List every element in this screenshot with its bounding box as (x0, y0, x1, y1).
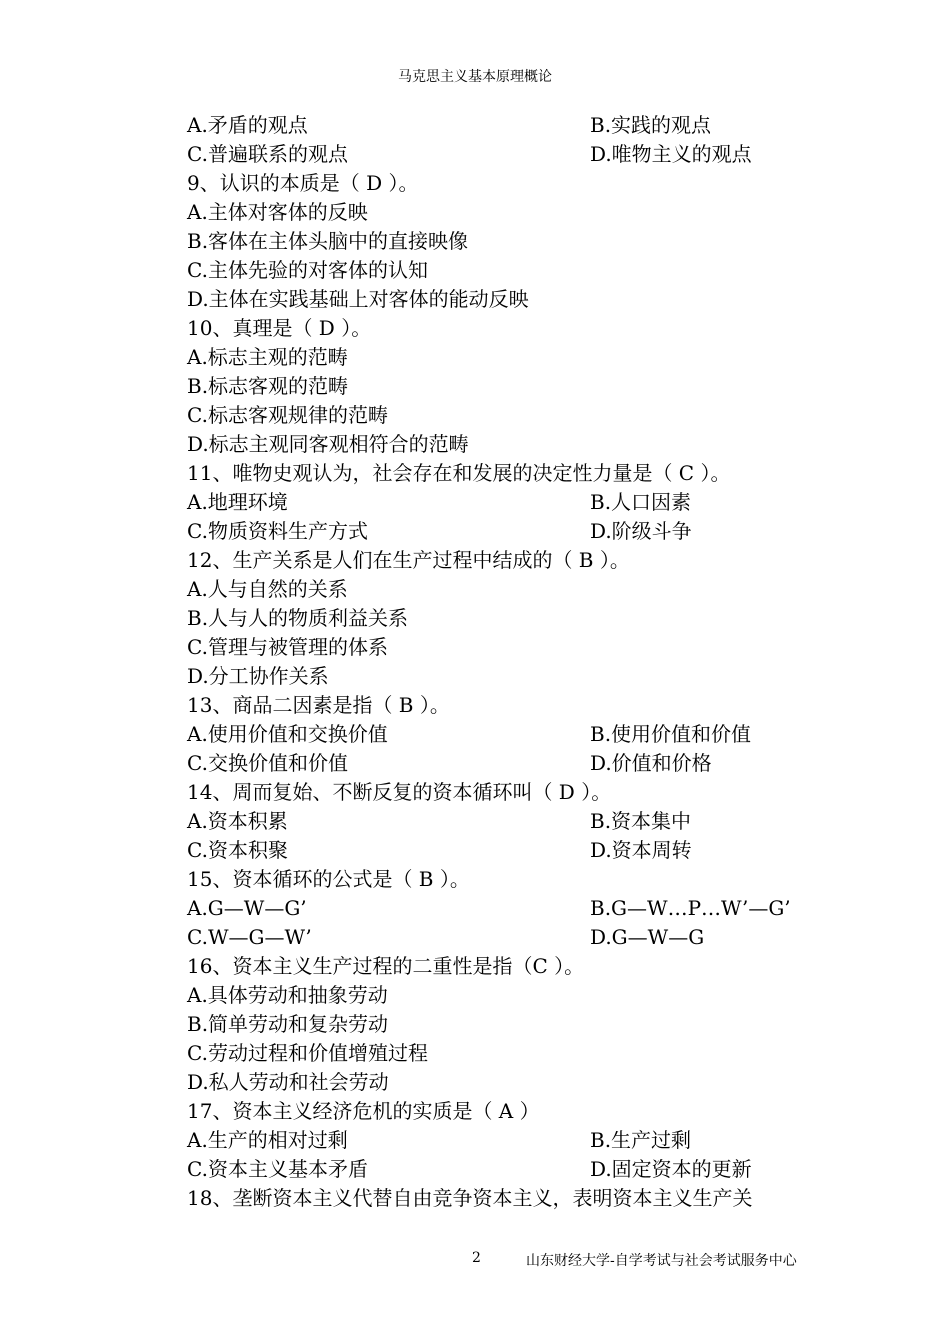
option-left: A.资本积累 (187, 809, 288, 833)
text-line (187, 1155, 827, 1184)
option-right: B.使用价值和价值 (590, 722, 752, 746)
text-line (187, 778, 827, 807)
text-line (187, 227, 827, 256)
text-line (187, 343, 827, 372)
text-line (187, 314, 827, 343)
line-text: B.客体在主体头脑中的直接映像 (187, 229, 469, 253)
option-right: D.固定资本的更新 (590, 1157, 752, 1181)
option-right: B.生产过剩 (590, 1128, 692, 1152)
text-line (187, 198, 827, 227)
text-line (187, 633, 827, 662)
option-right: D.价值和价格 (590, 751, 712, 775)
text-line (187, 372, 827, 401)
text-line (187, 894, 827, 923)
option-right: D.G—W—G (590, 925, 705, 949)
option-left: C.资本主义基本矛盾 (187, 1157, 368, 1181)
document-body (187, 111, 827, 1213)
line-text: D.标志主观同客观相符合的范畴 (187, 432, 469, 456)
page-header: 马克思主义基本原理概论 (398, 69, 552, 85)
text-line (187, 140, 827, 169)
text-line (187, 720, 827, 749)
text-line (187, 923, 827, 952)
text-line (187, 430, 827, 459)
line-text: 16、资本主义生产过程的二重性是指（C ）。 (187, 954, 585, 978)
line-text: D.主体在实践基础上对客体的能动反映 (187, 287, 529, 311)
text-line (187, 749, 827, 778)
text-line (187, 285, 827, 314)
text-line (187, 1010, 827, 1039)
text-line (187, 691, 827, 720)
line-text: 14、周而复始、不断反复的资本循环叫（ D ）。 (187, 780, 612, 804)
text-line (187, 865, 827, 894)
option-left: A.G—W—G’ (187, 896, 307, 920)
line-text: A.标志主观的范畴 (187, 345, 348, 369)
option-left: A.生产的相对过剩 (187, 1128, 348, 1152)
option-right: B.实践的观点 (590, 113, 712, 137)
line-text: D.私人劳动和社会劳动 (187, 1070, 389, 1094)
option-left: A.地理环境 (187, 490, 288, 514)
page-number: 2 (472, 1250, 481, 1266)
text-line (187, 111, 827, 140)
text-line (187, 952, 827, 981)
line-text: C.标志客观规律的范畴 (187, 403, 388, 427)
option-right: D.资本周转 (590, 838, 692, 862)
option-right: B.资本集中 (590, 809, 692, 833)
line-text: 15、资本循环的公式是（ B ）。 (187, 867, 470, 891)
text-line (187, 401, 827, 430)
text-line (187, 1184, 827, 1213)
option-left: A.矛盾的观点 (187, 113, 308, 137)
line-text: 11、唯物史观认为，社会存在和发展的决定性力量是（ C ）。 (187, 461, 731, 485)
text-line (187, 1039, 827, 1068)
text-line (187, 575, 827, 604)
text-line (187, 459, 827, 488)
option-right: D.唯物主义的观点 (590, 142, 752, 166)
option-right: D.阶级斗争 (590, 519, 692, 543)
option-left: C.普遍联系的观点 (187, 142, 348, 166)
line-text: C.劳动过程和价值增殖过程 (187, 1041, 428, 1065)
option-left: C.物质资料生产方式 (187, 519, 368, 543)
line-text: B.简单劳动和复杂劳动 (187, 1012, 389, 1036)
line-text: A.具体劳动和抽象劳动 (187, 983, 388, 1007)
text-line (187, 1126, 827, 1155)
option-right: B.G—W…P…W’—G’ (590, 896, 791, 920)
text-line (187, 546, 827, 575)
line-text: A.主体对客体的反映 (187, 200, 368, 224)
option-left: A.使用价值和交换价值 (187, 722, 388, 746)
text-line (187, 807, 827, 836)
text-line (187, 604, 827, 633)
text-line (187, 517, 827, 546)
text-line (187, 488, 827, 517)
text-line (187, 836, 827, 865)
option-left: C.资本积聚 (187, 838, 288, 862)
line-text: C.管理与被管理的体系 (187, 635, 388, 659)
text-line (187, 169, 827, 198)
line-text: B.人与人的物质利益关系 (187, 606, 409, 630)
option-left: C.W—G—W’ (187, 925, 312, 949)
text-line (187, 1097, 827, 1126)
text-line (187, 662, 827, 691)
line-text: A.人与自然的关系 (187, 577, 348, 601)
line-text: 12、生产关系是人们在生产过程中结成的（ B ）。 (187, 548, 630, 572)
line-text: 13、商品二因素是指（ B ）。 (187, 693, 450, 717)
line-text: 10、真理是（ D ）。 (187, 316, 372, 340)
line-text: D.分工协作关系 (187, 664, 329, 688)
text-line (187, 981, 827, 1010)
text-line (187, 256, 827, 285)
line-text: C.主体先验的对客体的认知 (187, 258, 428, 282)
line-text: 17、资本主义经济危机的实质是（ A ） (187, 1099, 540, 1123)
line-text: B.标志客观的范畴 (187, 374, 349, 398)
line-text: 9、认识的本质是（ D ）。 (187, 171, 419, 195)
footer-organization: 山东财经大学-自学考试与社会考试服务中心 (526, 1253, 797, 1269)
line-text: 18、垄断资本主义代替自由竞争资本主义，表明资本主义生产关 (187, 1186, 753, 1210)
text-line (187, 1068, 827, 1097)
option-right: B.人口因素 (590, 490, 692, 514)
option-left: C.交换价值和价值 (187, 751, 348, 775)
